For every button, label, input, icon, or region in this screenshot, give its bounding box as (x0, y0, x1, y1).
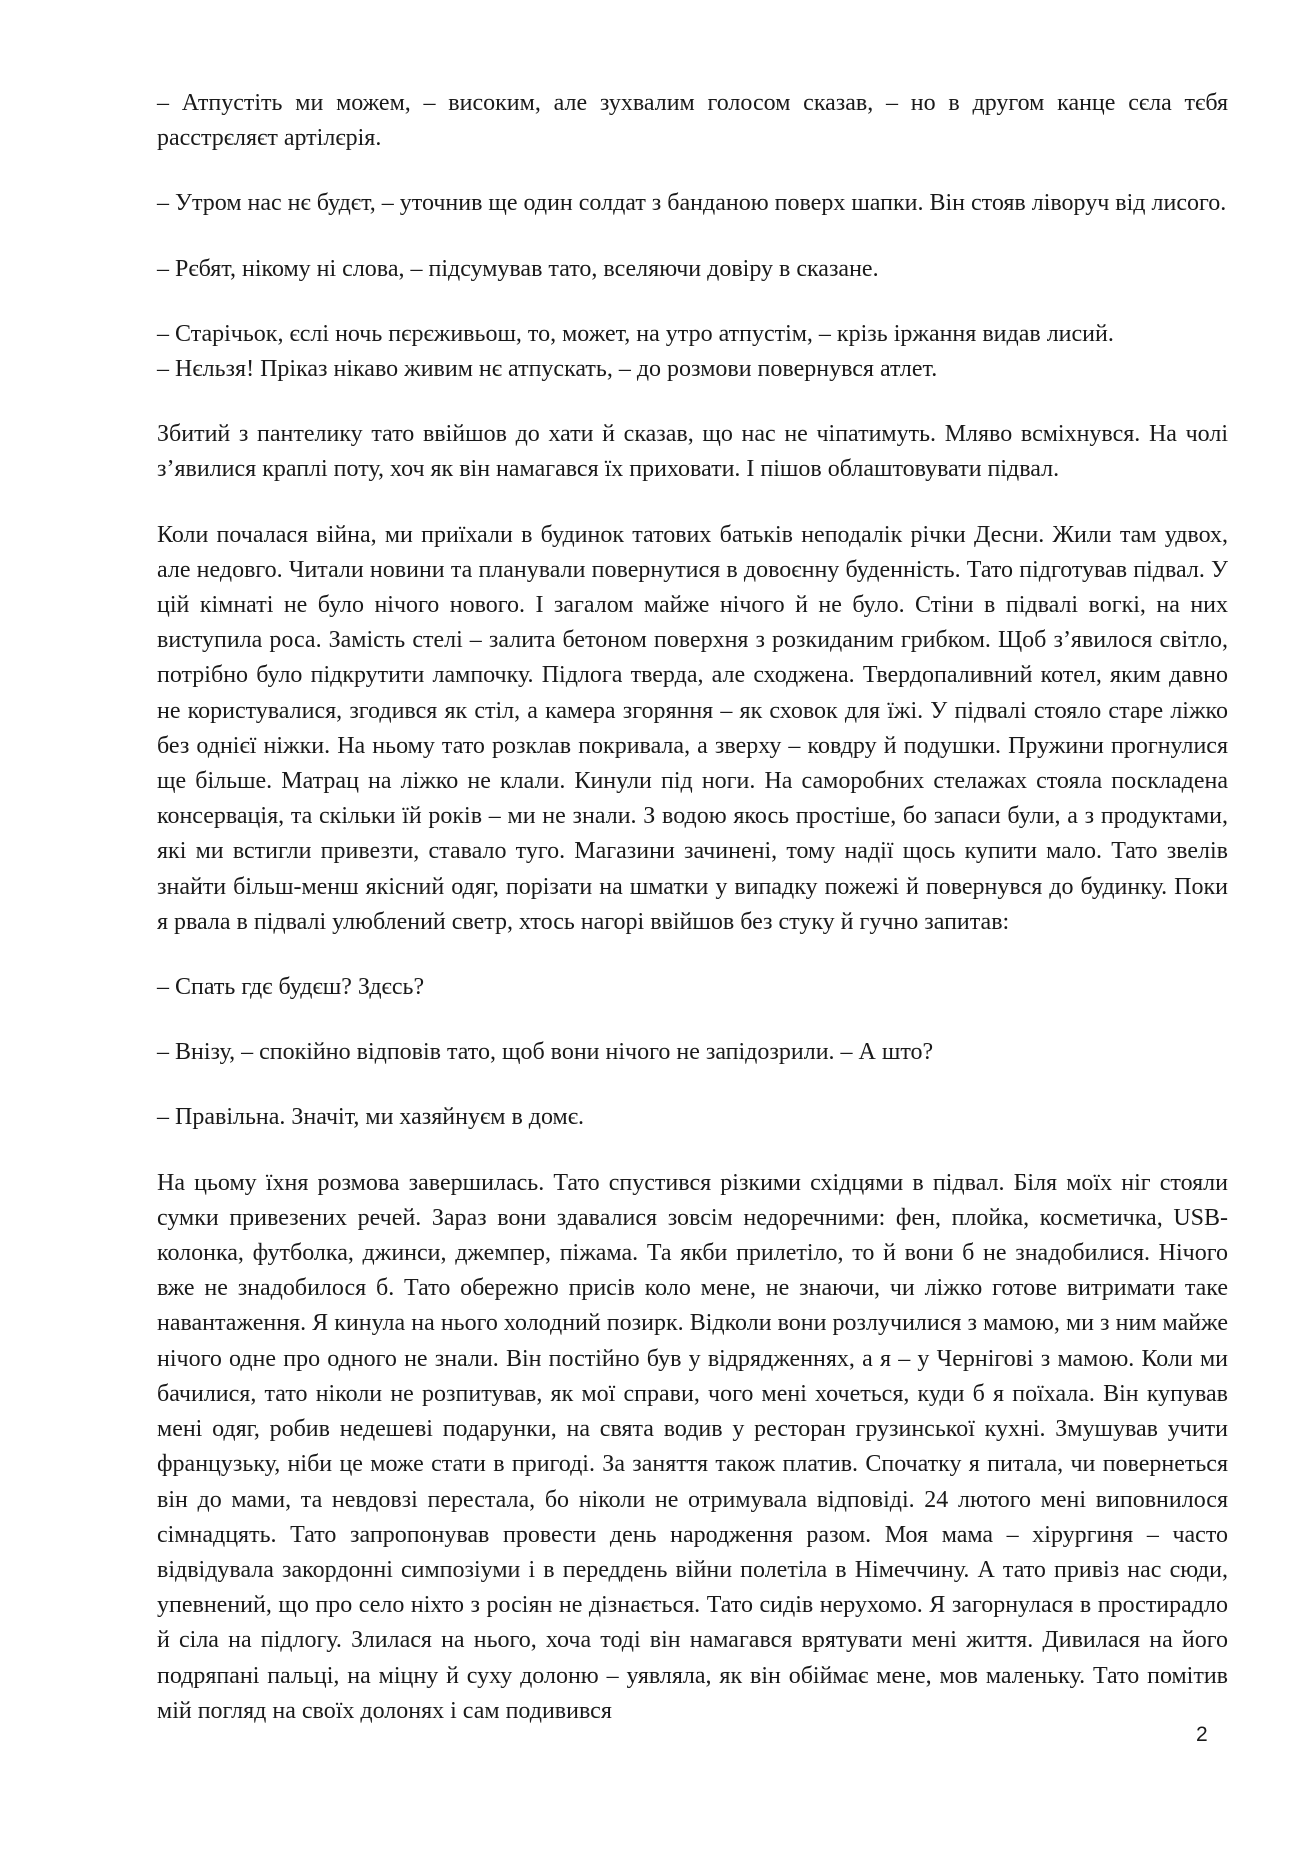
paragraph: Збитий з пантелику тато ввійшов до хати й сказав, що нас не чіпатимуть. Мляво всміхнувся. На чолі з’явилися краплі поту, хоч як він намагався їх приховати. І пішов облаштовувати підвал. (157, 421, 1228, 483)
paragraph: На цьому їхня розмова завершилась. Тато спустився різкими східцями в підвал. Біля моїх ніг стояли сумки привезених речей. Зараз вони здавалися зовсім недоречними: фен, плойка, косметичка, USB-колонка, футболка, джинси, джемпер, піжама. Та якби прилетіло, то й вони б не знадобилися. Нічого вже не знадобилося б. Тато обережно присів коло мене, не знаючи, чи ліжко готове витримати таке навантаження. Я кинула на нього холодний позирк. Відколи вони розлучилися з мамою, ми з ним майже нічого одне про одного не знали. Він постійно був у відрядженнях, а я – у Чернігові з мамою. Коли ми бачилися, тато ніколи не розпитував, як мої справи, чого мені хочеться, куди б я поїхала. Він купував мені одяг, робив недешеві подарунки, на свята водив у ресторан грузинської кухні. Змушував учити французьку, ніби це може стати в пригоді. За заняття також платив. Спочатку я питала, чи повернеться він до мами, та невдовзі перестала, бо ніколи не отримувала відповіді. 24 лютого мені виповнилося сімнадцять. Тато запропонував провести день народження разом. Моя мама – хірургиня – часто відвідувала закордонні симпозіуми і в переддень війни полетіла в Німеччину. А тато привіз нас сюди, упевнений, що про село ніхто з росіян не дізнається. Тато сидів нерухомо. Я загорнулася в простирадло й сіла на підлогу. Злилася на нього, хоча тоді він намагався врятувати мені життя. Дивилася на його подряпані пальці, на міцну й суху долоню – уявляла, як він обіймає мене, мов маленьку. Тато помітив мій погляд на своїх долонях і сам подивився (157, 1169, 1228, 1724)
paragraph: – Правільна. Значіт, ми хазяйнуєм в домє. (157, 1104, 585, 1131)
paragraph: – Внізу, – спокійно відповів тато, щоб вони нічого не запідозрили. – А што? (157, 1039, 934, 1066)
paragraph: – Старічьок, єслі ночь пєрєживьош, то, может, на утро атпустім, – крізь іржання видав лисий. (157, 320, 1114, 347)
paragraph: – Рєбят, нікому ні слова, – підсумував тато, вселяючи довіру в сказане. (157, 255, 879, 282)
paragraph: Коли почалася війна, ми приїхали в будинок татових батьків неподалік річки Десни. Жили там удвох, але недовго. Читали новини та планували повернутися в довоєнну буденність. Тато підготував підвал. У цій кімнаті не було нічого нового. І загалом майже нічого й не було. Стіни в підвалі вогкі, на них виступила роса. Замість стелі – залита бетоном поверхня з розкиданим грибком. Щоб з’явилося світло, потрібно було підкрутити лампочку. Підлога тверда, але сходжена. Твердопаливний котел, яким давно не користувалися, згодився як стіл, а камера згоряння – як сховок для їжі. У підвалі стояло старе ліжко без однієї ніжки. На ньому тато розклав покривала, а зверху – ковдру й подушки. Пружини прогнулися ще більше. Матрац на ліжко не клали. Кинули під ноги. На саморобних стелажах стояла поскладена консервація, та скільки їй років – ми не знали. З водою якось простіше, бо запаси були, а з продуктами, які ми встигли привезти, ставало туго. Магазини зачинені, тому надії щось купити мало. Тато звелів знайти більш-менш якісний одяг, порізати на шматки у випадку пожежі й повернувся до будинку. Поки я рвала в підвалі улюблений светр, хтось нагорі ввійшов без стуку й гучно запитав: (157, 521, 1228, 935)
paragraph: – Спать гдє будєш? Здєсь? (157, 974, 425, 1001)
paragraph: – Атпустіть ми можем, – високим, але зухвалим голосом сказав, – но в другом канце сєла тєбя расстрєляєт артілєрія. (157, 90, 1228, 152)
paragraph: – Утром нас нє будєт, – уточнив ще один солдат з банданою поверх шапки. Він стояв ліворуч від лисого. (157, 190, 1227, 217)
page-number: 2 (1196, 1723, 1208, 1746)
paragraph: – Нєльзя! Пріказ нікаво живим нє атпускать, – до розмови повернувся атлет. (157, 356, 938, 383)
document-body (157, 86, 1228, 1729)
